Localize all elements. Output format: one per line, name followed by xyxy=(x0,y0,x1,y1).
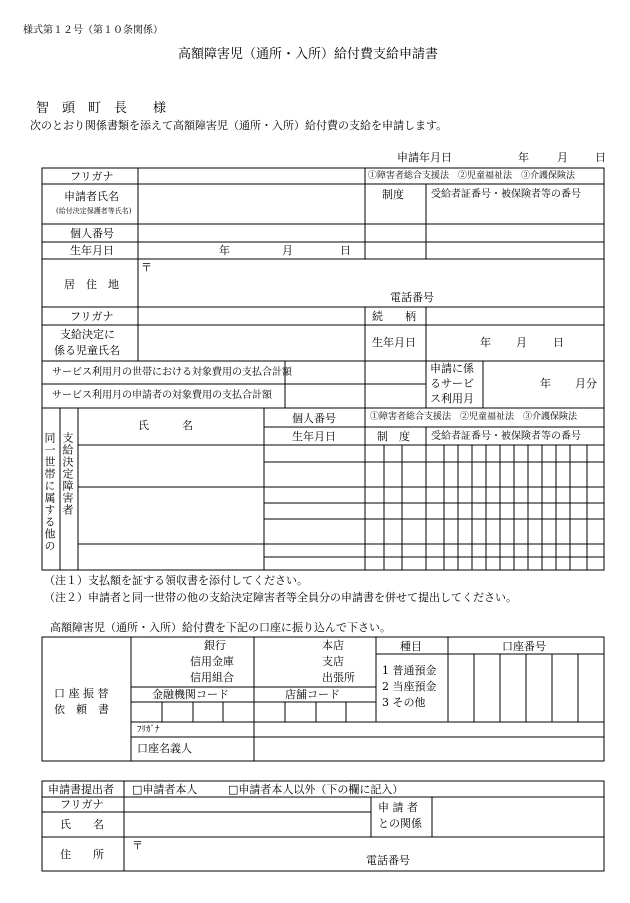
applicant-birth-month: 月 xyxy=(282,244,293,257)
submitter-label: 申請書提出者 xyxy=(48,783,114,796)
submitter-option-self[interactable]: □申請者本人 xyxy=(132,783,198,796)
submitter-postal-mark: 〒 xyxy=(132,839,143,852)
child-name-label-1: 支給決定に xyxy=(60,328,115,341)
applicant-name-sub-label: (給付決定保護者等氏名) xyxy=(56,207,132,215)
child-name-label-2: 係る児童氏名 xyxy=(54,344,120,357)
account-number-header: 口座番号 xyxy=(502,640,546,653)
page-title: 高額障害児（通所・入所）給付費支給申請書 xyxy=(178,47,439,62)
account-type-header: 種目 xyxy=(400,640,422,653)
household-laws-header: ①障害者総合支援法 ②児童福祉法 ③介護保険法 xyxy=(370,412,578,422)
household-name-header: 氏 名 xyxy=(138,419,193,432)
bank-code-label: 金融機関コード xyxy=(152,688,229,701)
submitter-name-label: 氏 名 xyxy=(60,818,104,831)
applicant-birth-year: 年 xyxy=(219,244,230,257)
date-month-label: 月 xyxy=(557,151,568,164)
branch-code-label: 店舗コード xyxy=(285,688,340,701)
account-type-3: 3 その他 xyxy=(382,696,426,709)
bank-intro: 高額障害児（通所・入所）給付費を下記の口座に振り込んで下さい。 xyxy=(50,621,391,634)
intro-text: 次のとおり関係書類を添えて高額障害児（通所・入所）給付費の支給を申請します。 xyxy=(30,119,448,132)
applicant-name-label: 申請者氏名 xyxy=(64,190,119,203)
service-month-label-1: 申請に係 xyxy=(430,362,474,375)
applicant-jukyu-label: 受給者証番号・被保険者等の番号 xyxy=(431,189,581,200)
household-kojin-header: 個人番号 xyxy=(292,412,336,425)
application-date-label: 申請年月日 xyxy=(397,151,452,164)
bank-section-label-1: 口 座 振 替 xyxy=(54,687,109,700)
bank-type-3: 信用組合 xyxy=(190,671,234,684)
submitter-tel-label: 電話番号 xyxy=(366,854,410,867)
household-birth-header: 生年月日 xyxy=(292,430,336,443)
applicant-address-label: 居 住 地 xyxy=(64,278,119,291)
branch-type-3: 出張所 xyxy=(322,671,355,684)
child-birth-month: 月 xyxy=(516,336,527,349)
applicant-birth-day: 日 xyxy=(340,244,351,257)
account-type-2: 2 当座預金 xyxy=(382,680,437,693)
submitter-option-other[interactable]: □申請者本人以外（下の欄に記入） xyxy=(228,783,404,796)
account-holder-label: 口座名義人 xyxy=(137,742,192,755)
household-side-outer: 同一世帯に属する他の xyxy=(43,432,56,552)
child-birth-day: 日 xyxy=(553,336,564,349)
household-seido-header: 制 度 xyxy=(377,430,410,443)
applicant-birth-label: 生年月日 xyxy=(70,244,114,257)
bank-type-1: 銀行 xyxy=(204,639,226,652)
service-month-bun: 月分 xyxy=(575,377,597,390)
applicant-laws-label: ①障害者総合支援法 ②児童福祉法 ③介護保険法 xyxy=(368,171,576,181)
service-month-year: 年 xyxy=(540,377,551,390)
applicant-seido-label: 制度 xyxy=(382,188,404,201)
applicant-furigana-label: フリガナ xyxy=(70,170,114,183)
household-side-inner: 支給決定障害者 xyxy=(61,432,74,516)
child-furigana-label: フリガナ xyxy=(70,310,114,323)
form-number: 様式第１２号（第１０条関係） xyxy=(23,25,163,36)
submitter-relation-label-1: 申 請 者 xyxy=(378,801,418,814)
applicant-postal-mark: 〒 xyxy=(141,261,152,274)
bank-section-label-2: 依 頼 書 xyxy=(54,703,109,716)
addressee: 智 頭 町 長 様 xyxy=(36,101,167,116)
child-relationship-label: 続 柄 xyxy=(372,310,416,323)
holder-furigana-label: ﾌﾘｶﾞﾅ xyxy=(137,725,160,735)
child-birth-label: 生年月日 xyxy=(372,336,416,349)
note-2: （注２）申請者と同一世帯の他の支給決定障害者等全員分の申請書を併せて提出してください。 xyxy=(44,591,517,604)
service-month-label-3: ス利用月 xyxy=(430,392,474,405)
date-year-label: 年 xyxy=(518,151,529,164)
applicant-total-label: サービス利用月の申請者の対象費用の支払合計額 xyxy=(52,390,272,401)
submitter-furigana-label: フリガナ xyxy=(60,798,104,811)
account-type-1: 1 普通預金 xyxy=(382,664,437,677)
branch-type-1: 本店 xyxy=(322,639,344,652)
applicant-kojin-label: 個人番号 xyxy=(70,227,114,240)
submitter-relation-label-2: との関係 xyxy=(378,817,422,830)
applicant-tel-label: 電話番号 xyxy=(390,291,434,304)
note-1: （注１）支払額を証する領収書を添付してください。 xyxy=(44,574,308,587)
submitter-address-label: 住 所 xyxy=(60,848,104,861)
household-jukyu-header: 受給者証番号・被保険者等の番号 xyxy=(431,431,581,442)
child-birth-year: 年 xyxy=(480,336,491,349)
setai-total-label: サービス利用月の世帯における対象費用の支払合計額 xyxy=(52,367,292,378)
service-month-label-2: るサービ xyxy=(430,377,474,390)
bank-type-2: 信用金庫 xyxy=(190,655,234,668)
date-day-label: 日 xyxy=(595,151,606,164)
branch-type-2: 支店 xyxy=(322,655,344,668)
